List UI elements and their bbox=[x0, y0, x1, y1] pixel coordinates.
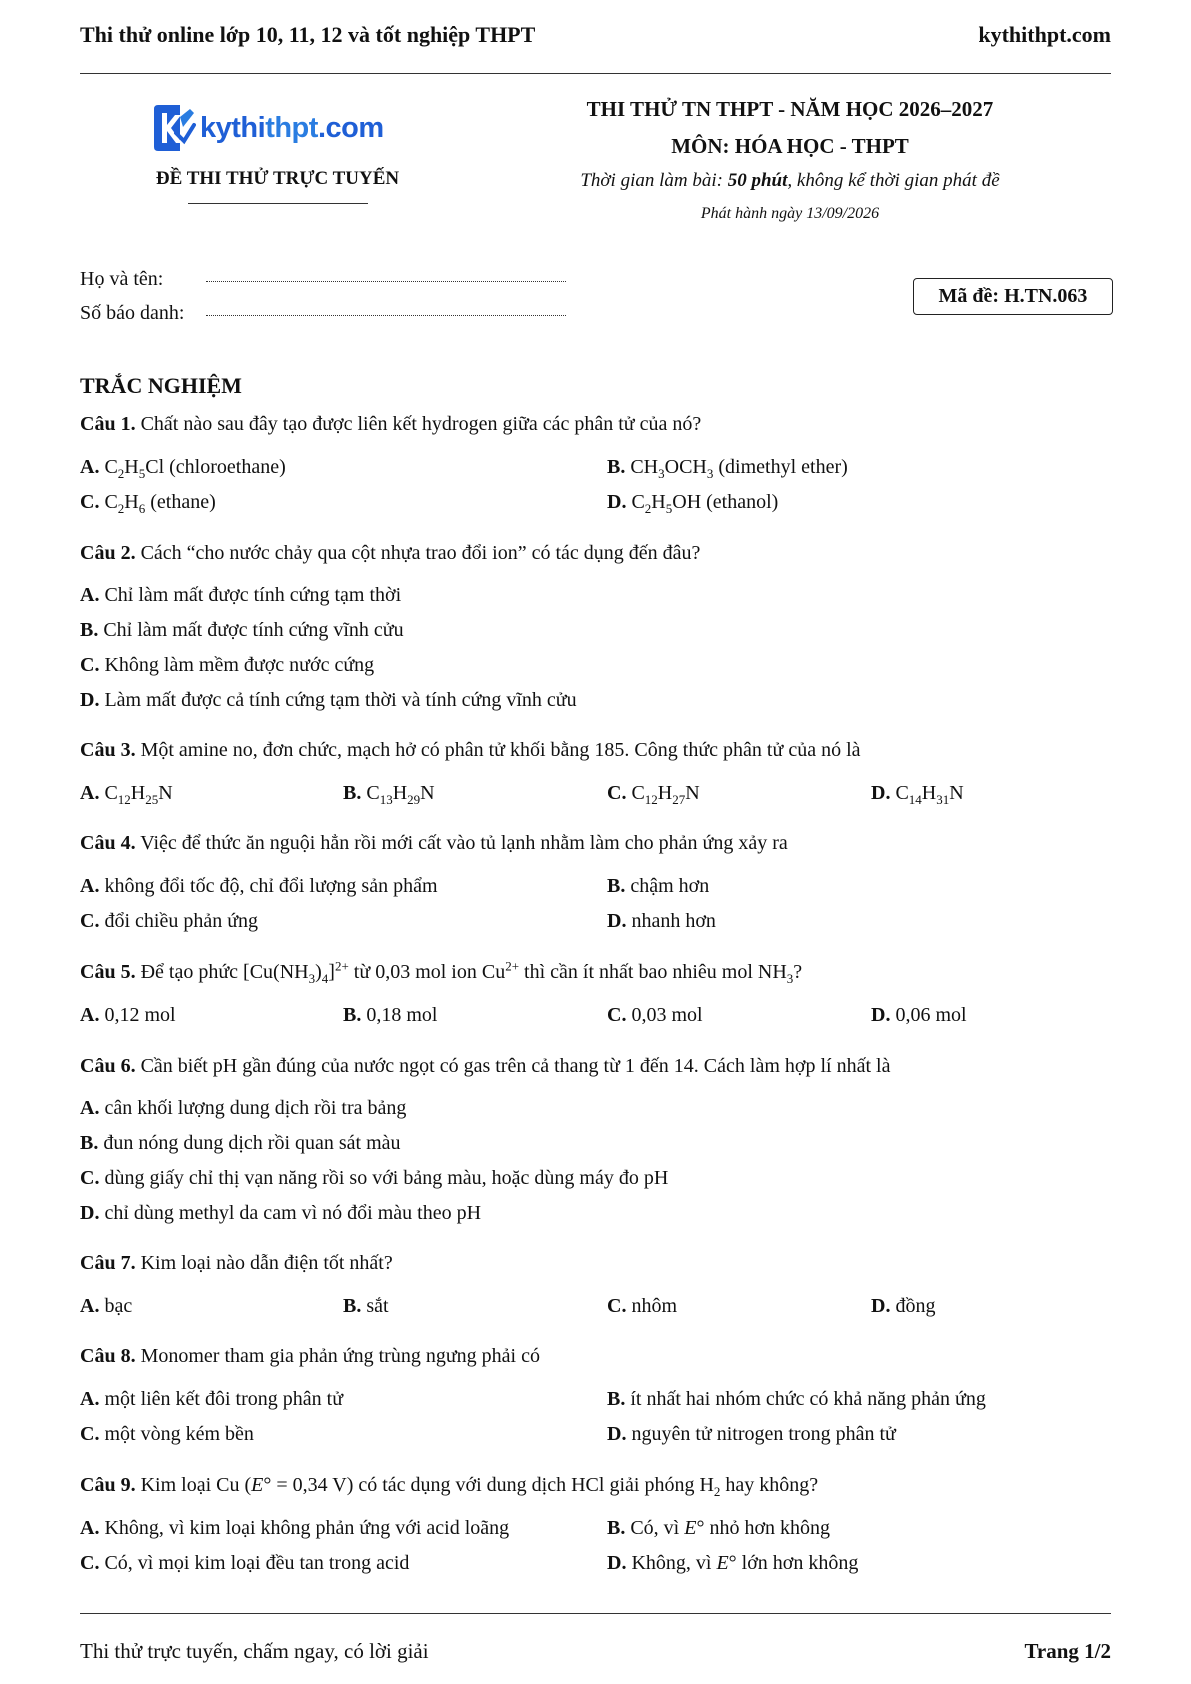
q2-option-a[interactable] bbox=[80, 584, 401, 607]
q9-option-d[interactable] bbox=[607, 1552, 858, 1575]
option-text: $C_{12}H_{27}N$ bbox=[631, 782, 700, 807]
option-letter: D. bbox=[607, 910, 627, 932]
q5-option-b[interactable] bbox=[343, 1004, 437, 1027]
option-letter: C. bbox=[80, 1167, 100, 1189]
question-text: Việc để thức ăn nguội hẳn rồi mới cất vào tủ lạnh nhằm làm cho phản ứng xảy ra bbox=[140, 832, 788, 854]
question-1 bbox=[80, 413, 701, 436]
option-letter: C. bbox=[80, 910, 100, 932]
release-date: Phát hành ngày 13/09/2026 bbox=[700, 205, 880, 222]
question-text: Monomer tham gia phản ứng trùng ngưng phải có bbox=[140, 1345, 540, 1367]
option-letter: D. bbox=[607, 1552, 627, 1574]
exam-code-badge: Mã đề: H.TN.063 bbox=[913, 278, 1113, 315]
option-letter: A. bbox=[80, 456, 100, 478]
option-letter: B. bbox=[607, 875, 626, 897]
option-letter: A. bbox=[80, 1097, 100, 1119]
time-value: 50 phút bbox=[727, 170, 788, 191]
option-letter: A. bbox=[80, 1517, 100, 1539]
option-text: $CH_3OCH_3$ (dimethyl ether) bbox=[630, 456, 848, 481]
q8-option-d[interactable] bbox=[607, 1423, 896, 1446]
q1-option-d[interactable] bbox=[607, 491, 778, 514]
option-text: Không, vì kim loại không phản ứng với acid loãng bbox=[104, 1517, 510, 1539]
q4-option-a[interactable] bbox=[80, 875, 438, 898]
q2-option-c[interactable] bbox=[80, 654, 374, 677]
option-text: bạc bbox=[104, 1295, 133, 1317]
question-7 bbox=[80, 1252, 393, 1275]
option-text: Chỉ làm mất được tính cứng tạm thời bbox=[104, 584, 402, 606]
option-text: đổi chiều phản ứng bbox=[104, 910, 259, 932]
option-letter: B. bbox=[80, 1132, 99, 1154]
option-letter: A. bbox=[80, 1295, 100, 1317]
q2-option-b[interactable] bbox=[80, 619, 404, 642]
q4-option-b[interactable] bbox=[607, 875, 709, 898]
question-3 bbox=[80, 739, 861, 762]
option-text: chậm hơn bbox=[630, 875, 710, 897]
q3-option-d[interactable] bbox=[871, 782, 964, 805]
q9-option-c[interactable] bbox=[80, 1552, 409, 1575]
option-text: $C_{14}H_{31}N$ bbox=[895, 782, 964, 807]
question-9 bbox=[80, 1474, 818, 1497]
option-letter: D. bbox=[80, 1202, 100, 1224]
question-text: Cần biết pH gần đúng của nước ngọt có gas trên cả thang từ 1 đến 14. Cách làm hợp lí nhất là bbox=[140, 1055, 891, 1077]
question-text: Để tạo phức $[Cu(NH_3)_4]^{2+}$ từ 0,03 mol ion $Cu^{2+}$ thì cần ít nhất bao nhiêu mol $NH_3$? bbox=[140, 958, 803, 986]
option-letter: D. bbox=[871, 1295, 891, 1317]
question-4 bbox=[80, 832, 788, 855]
option-text: không đổi tốc độ, chỉ đổi lượng sản phẩm bbox=[104, 875, 438, 897]
option-text: 0,03 mol bbox=[631, 1004, 703, 1026]
q9-option-a[interactable] bbox=[80, 1517, 509, 1540]
option-text: nhanh hơn bbox=[631, 910, 716, 932]
question-2 bbox=[80, 542, 700, 565]
q3-option-c[interactable] bbox=[607, 782, 700, 805]
logo-wordmark bbox=[200, 112, 384, 145]
option-text: $C_2H_6$ (ethane) bbox=[104, 491, 216, 516]
option-text: $C_2H_5Cl$ (chloroethane) bbox=[104, 456, 286, 481]
option-text: 0,12 mol bbox=[104, 1004, 176, 1026]
option-letter: D. bbox=[607, 491, 627, 513]
question-text: Một amine no, đơn chức, mạch hở có phân tử khối bằng 185. Công thức phân tử của nó là bbox=[140, 739, 861, 761]
q6-option-b[interactable] bbox=[80, 1132, 401, 1155]
logo-icon bbox=[150, 103, 196, 153]
option-letter: B. bbox=[607, 456, 626, 478]
option-letter: A. bbox=[80, 584, 100, 606]
q7-option-b[interactable] bbox=[343, 1295, 389, 1318]
option-letter: C. bbox=[80, 491, 100, 513]
name-dotted-line bbox=[206, 281, 566, 282]
q7-option-d[interactable] bbox=[871, 1295, 935, 1318]
option-letter: D. bbox=[871, 1004, 891, 1026]
option-letter: B. bbox=[343, 782, 362, 804]
option-letter: A. bbox=[80, 875, 100, 897]
option-letter: C. bbox=[607, 1295, 627, 1317]
option-text: Có, vì E° nhỏ hơn không bbox=[630, 1517, 831, 1539]
option-letter: A. bbox=[80, 1004, 100, 1026]
question-label: Câu 3. bbox=[80, 739, 136, 761]
question-text: Kim loại nào dẫn điện tốt nhất? bbox=[140, 1252, 393, 1274]
logo-word-1: kythi bbox=[200, 111, 266, 144]
option-text: sắt bbox=[366, 1295, 389, 1317]
option-letter: B. bbox=[607, 1388, 626, 1410]
question-label: Câu 9. bbox=[80, 1474, 136, 1496]
option-text: $C_2H_5OH$ (ethanol) bbox=[631, 491, 779, 516]
logo-word-3: .com bbox=[317, 111, 384, 144]
question-label: Câu 2. bbox=[80, 542, 136, 564]
option-text: Có, vì mọi kim loại đều tan trong acid bbox=[104, 1552, 410, 1574]
option-letter: B. bbox=[343, 1295, 362, 1317]
page-number: Trang 1/2 bbox=[1024, 1639, 1111, 1663]
header-divider bbox=[80, 73, 1111, 74]
question-text: Cách “cho nước chảy qua cột nhựa trao đổi ion” có tác dụng đến đâu? bbox=[140, 542, 701, 564]
id-dotted-line bbox=[206, 315, 566, 316]
q9-option-b[interactable] bbox=[607, 1517, 830, 1540]
question-6 bbox=[80, 1055, 890, 1078]
header-left-text: Thi thử online lớp 10, 11, 12 và tốt nghiệp THPT bbox=[80, 22, 536, 47]
question-5 bbox=[80, 958, 803, 986]
option-letter: C. bbox=[80, 654, 100, 676]
option-letter: D. bbox=[871, 782, 891, 804]
student-id-field[interactable] bbox=[80, 302, 610, 328]
question-label: Câu 5. bbox=[80, 961, 136, 983]
option-letter: C. bbox=[607, 1004, 627, 1026]
q8-option-b[interactable] bbox=[607, 1388, 986, 1411]
q5-option-a[interactable] bbox=[80, 1004, 176, 1027]
q5-option-c[interactable] bbox=[607, 1004, 703, 1027]
exam-type-label: ĐỀ THI THỬ TRỰC TUYẾN bbox=[155, 168, 400, 189]
q6-option-a[interactable] bbox=[80, 1097, 406, 1120]
question-label: Câu 1. bbox=[80, 413, 136, 435]
q7-option-a[interactable] bbox=[80, 1295, 132, 1318]
q4-option-d[interactable] bbox=[607, 910, 716, 933]
option-text: đồng bbox=[895, 1295, 936, 1317]
question-label: Câu 6. bbox=[80, 1055, 136, 1077]
option-text: $C_{12}H_{25}N$ bbox=[104, 782, 173, 807]
q3-option-a[interactable] bbox=[80, 782, 173, 805]
option-letter: C. bbox=[607, 782, 627, 804]
question-text: Kim loại Cu (E° = 0,34 V) có tác dụng với dung dịch HCl giải phóng $H_2$ hay không? bbox=[140, 1474, 819, 1499]
exam-time bbox=[520, 170, 1060, 192]
option-letter: C. bbox=[80, 1423, 100, 1445]
q5-option-d[interactable] bbox=[871, 1004, 967, 1027]
footer-divider bbox=[80, 1613, 1111, 1614]
option-text: một vòng kém bền bbox=[104, 1423, 254, 1445]
name-label: Họ và tên: bbox=[80, 268, 164, 290]
question-label: Câu 4. bbox=[80, 832, 136, 854]
option-letter: B. bbox=[80, 619, 99, 641]
subtitle-underline bbox=[188, 203, 368, 204]
option-text: dùng giấy chỉ thị vạn năng rồi so với bảng màu, hoặc dùng máy đo pH bbox=[104, 1167, 669, 1189]
option-text: chỉ dùng methyl da cam vì nó đổi màu theo pH bbox=[104, 1202, 482, 1224]
question-label: Câu 7. bbox=[80, 1252, 136, 1274]
option-text: nhôm bbox=[631, 1295, 678, 1317]
exam-title: THI THỬ TN THPT - NĂM HỌC 2026–2027 bbox=[586, 97, 994, 121]
question-text: Chất nào sau đây tạo được liên kết hydrogen giữa các phân tử của nó? bbox=[140, 413, 702, 435]
q1-option-b[interactable] bbox=[607, 456, 848, 479]
q4-option-c[interactable] bbox=[80, 910, 258, 933]
q6-option-d[interactable] bbox=[80, 1202, 481, 1225]
option-text: ít nhất hai nhóm chức có khả năng phản ứng bbox=[630, 1388, 986, 1410]
site-logo bbox=[150, 100, 415, 156]
option-text: Không, vì E° lớn hơn không bbox=[631, 1552, 859, 1574]
option-text: Không làm mềm được nước cứng bbox=[104, 654, 375, 676]
option-text: nguyên tử nitrogen trong phân tử bbox=[631, 1423, 896, 1445]
q1-option-a[interactable] bbox=[80, 456, 286, 479]
option-text: đun nóng dung dịch rồi quan sát màu bbox=[103, 1132, 401, 1154]
question-label: Câu 8. bbox=[80, 1345, 136, 1367]
option-text: $C_{13}H_{29}N$ bbox=[366, 782, 435, 807]
time-suffix: , không kể thời gian phát đề bbox=[787, 170, 1000, 191]
option-text: cân khối lượng dung dịch rồi tra bảng bbox=[104, 1097, 407, 1119]
footer-tagline: Thi thử trực tuyến, chấm ngay, có lời giải bbox=[80, 1639, 429, 1663]
q8-option-c[interactable] bbox=[80, 1423, 254, 1446]
q3-option-b[interactable] bbox=[343, 782, 435, 805]
option-text: Chỉ làm mất được tính cứng vĩnh cửu bbox=[103, 619, 404, 641]
option-text: Làm mất được cả tính cứng tạm thời và tính cứng vĩnh cửu bbox=[104, 689, 577, 711]
option-letter: B. bbox=[607, 1517, 626, 1539]
logo-word-2: thpt bbox=[265, 111, 318, 144]
option-letter: D. bbox=[80, 689, 100, 711]
id-label: Số báo danh: bbox=[80, 302, 185, 324]
option-text: 0,06 mol bbox=[895, 1004, 967, 1026]
option-letter: A. bbox=[80, 782, 100, 804]
question-8 bbox=[80, 1345, 540, 1368]
header-site-link[interactable]: kythithpt.com bbox=[978, 22, 1111, 47]
name-field[interactable] bbox=[80, 268, 610, 294]
q7-option-c[interactable] bbox=[607, 1295, 677, 1318]
option-letter: B. bbox=[343, 1004, 362, 1026]
option-text: 0,18 mol bbox=[366, 1004, 438, 1026]
time-prefix: Thời gian làm bài: bbox=[580, 170, 728, 191]
q1-option-c[interactable] bbox=[80, 491, 216, 514]
exam-subject: MÔN: HÓA HỌC - THPT bbox=[671, 134, 909, 158]
q6-option-c[interactable] bbox=[80, 1167, 668, 1190]
option-letter: D. bbox=[607, 1423, 627, 1445]
q8-option-a[interactable] bbox=[80, 1388, 343, 1411]
option-text: một liên kết đôi trong phân tử bbox=[104, 1388, 344, 1410]
q2-option-d[interactable] bbox=[80, 689, 577, 712]
section-heading: TRẮC NGHIỆM bbox=[80, 373, 242, 398]
option-letter: C. bbox=[80, 1552, 100, 1574]
option-letter: A. bbox=[80, 1388, 100, 1410]
